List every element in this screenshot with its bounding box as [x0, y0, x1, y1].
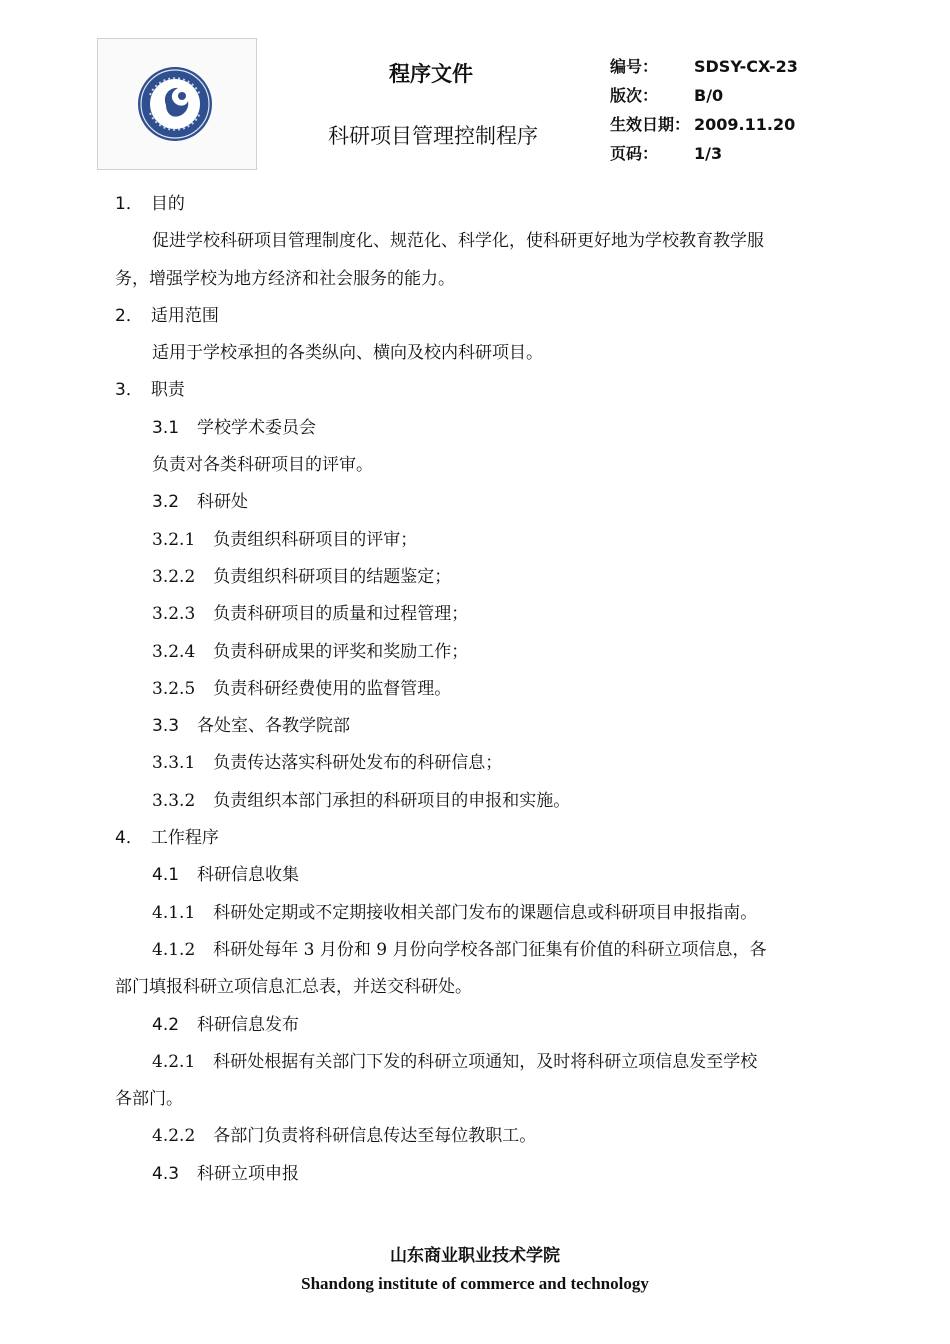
- meta-label: 版次：: [610, 86, 659, 105]
- clause-text: 负责科研经费使用的监督管理。: [213, 678, 452, 699]
- section-heading: [115, 298, 840, 335]
- clause-text: 负责组织本部门承担的科研项目的申报和实施。: [213, 790, 571, 811]
- paragraph-line: 负责对各类科研项目的评审。: [152, 455, 373, 476]
- paragraph-line: 促进学校科研项目管理制度化、规范化、科学化，使科研更好地为学校教育教学服: [152, 231, 764, 252]
- section-number: 4．: [115, 828, 143, 849]
- subsection-number: 3.1: [152, 417, 180, 438]
- document-title: 科研项目管理控制程序: [328, 124, 538, 148]
- subsection-title: 科研信息收集: [197, 865, 300, 886]
- section-heading: [115, 186, 840, 223]
- clause-item: [115, 783, 840, 820]
- subsection-title: 各处室、各教学院部: [197, 716, 351, 737]
- meta-label: 页码：: [610, 144, 659, 163]
- subsection-title: 学校学术委员会: [197, 417, 317, 438]
- clause-item: [115, 745, 840, 782]
- meta-value: 2009.11.20: [694, 115, 796, 134]
- subsection-number: 4.1: [152, 865, 180, 886]
- clause-text: 负责科研成果的评奖和奖励工作；: [213, 641, 469, 662]
- institution-name-en: Shandong institute of commerce and technology: [301, 1274, 649, 1293]
- document-meta: [610, 52, 870, 168]
- clause-text: 负责组织科研项目的结题鉴定；: [213, 566, 452, 587]
- logo-box: [97, 38, 257, 170]
- subsection-heading: [115, 708, 840, 745]
- clause-item: [115, 671, 840, 708]
- clause-number: 3.2.1: [152, 529, 196, 550]
- section-title: 目的: [150, 194, 185, 214]
- document-body: [115, 186, 840, 1193]
- clause-text: 科研处每年 3 月份和 9 月份向学校各部门征集有价值的科研立项信息，各: [213, 939, 767, 960]
- section-number: 1．: [115, 194, 143, 214]
- clause-number: 3.2.4: [152, 641, 196, 662]
- clause-text: 科研处定期或不定期接收相关部门发布的课题信息或科研项目申报指南。: [213, 902, 758, 923]
- section-title: 工作程序: [150, 828, 219, 849]
- clause-item: [115, 634, 840, 671]
- paragraph-line: 部门填报科研立项信息汇总表，并送交科研处。: [115, 977, 472, 998]
- subsection-number: 3.2: [152, 492, 180, 513]
- meta-label: 生效日期：: [610, 115, 691, 134]
- subsection-heading: [115, 1007, 840, 1044]
- subsection-heading: [115, 1156, 840, 1193]
- clause-number: 4.2.2: [152, 1126, 196, 1147]
- institution-name-cn: 山东商业职业技术学院: [390, 1246, 560, 1266]
- section-title: 职责: [150, 380, 185, 401]
- clause-text: 科研处根据有关部门下发的科研立项通知，及时将科研立项信息发至学校: [213, 1051, 758, 1072]
- section-heading: [115, 372, 840, 409]
- clause-number: 3.2.2: [152, 566, 196, 587]
- subsection-heading: [115, 410, 840, 447]
- meta-value: SDSY-CX-23: [694, 57, 798, 76]
- school-seal-icon: [136, 65, 214, 143]
- paragraph-line: 适用于学校承担的各类纵向、横向及校内科研项目。: [152, 343, 543, 364]
- clause-text: 负责组织科研项目的评审；: [213, 529, 418, 550]
- document-type: 程序文件: [389, 62, 473, 86]
- clause-item: [115, 596, 840, 633]
- clause-text: 各部门负责将科研信息传达至每位教职工。: [213, 1126, 537, 1147]
- subsection-title: 科研处: [197, 492, 249, 513]
- subsection-title: 科研信息发布: [197, 1014, 300, 1035]
- clause-number: 4.1.2: [152, 939, 196, 960]
- clause-number: 4.1.1: [152, 902, 196, 923]
- meta-page: [610, 139, 870, 168]
- clause-item: [115, 559, 840, 596]
- document-footer: [0, 1242, 950, 1298]
- section-number: 2．: [115, 305, 143, 326]
- clause-number: 3.2.5: [152, 678, 196, 699]
- paragraph-line: 各部门。: [115, 1089, 183, 1110]
- meta-version: [610, 81, 870, 110]
- section-heading: [115, 820, 840, 857]
- clause-number: 4.2.1: [152, 1051, 196, 1072]
- clause-item: [115, 1044, 840, 1081]
- meta-effective-date: [610, 110, 870, 139]
- meta-value: 1/3: [694, 144, 723, 163]
- clause-number: 3.2.3: [152, 604, 196, 625]
- subsection-title: 科研立项申报: [197, 1163, 300, 1184]
- meta-code: [610, 52, 870, 81]
- subsection-heading: [115, 484, 840, 521]
- section-number: 3．: [115, 380, 143, 401]
- clause-item: [115, 1118, 840, 1155]
- clause-item: [115, 932, 840, 969]
- paragraph-line: 务，增强学校为地方经济和社会服务的能力。: [115, 268, 455, 289]
- clause-text: 负责科研项目的质量和过程管理；: [213, 604, 469, 625]
- clause-item: [115, 895, 840, 932]
- clause-number: 3.3.2: [152, 790, 196, 811]
- meta-value: B/0: [694, 86, 724, 105]
- section-title: 适用范围: [150, 305, 219, 326]
- document-header: [97, 38, 857, 170]
- meta-label: 编号：: [610, 57, 659, 76]
- subsection-number: 4.2: [152, 1014, 180, 1035]
- clause-number: 3.3.1: [152, 753, 196, 774]
- clause-text: 负责传达落实科研处发布的科研信息；: [213, 753, 503, 774]
- subsection-number: 3.3: [152, 716, 180, 737]
- subsection-heading: [115, 857, 840, 894]
- clause-item: [115, 522, 840, 559]
- subsection-number: 4.3: [152, 1163, 180, 1184]
